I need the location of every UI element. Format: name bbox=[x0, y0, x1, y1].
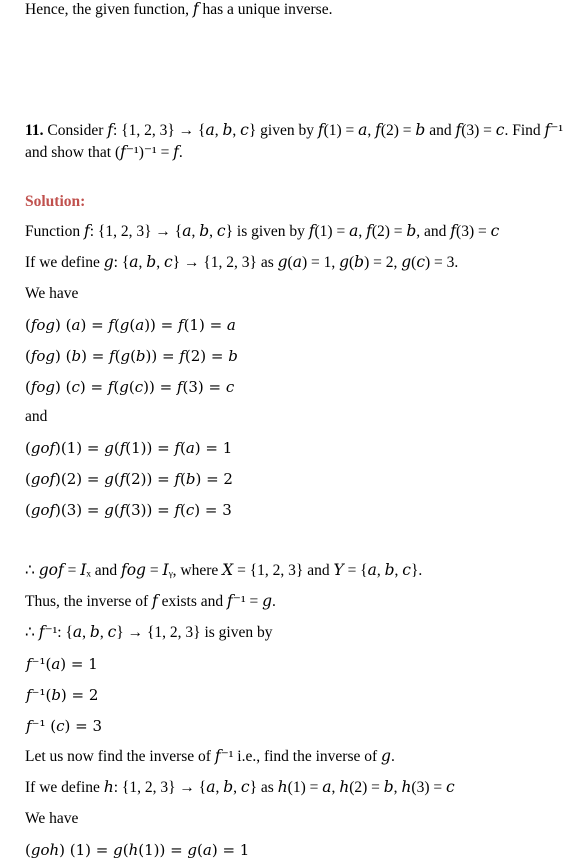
question-text-line-2: and show that (𝑓⁻¹)⁻¹ = 𝑓. bbox=[25, 144, 183, 161]
equation-line: (𝑓𝑜𝑔) (𝑎) = 𝑓(𝑔(𝑎)) = 𝑓(1) = 𝑎 bbox=[25, 316, 236, 334]
solution-line: ∴ 𝑓⁻¹: {𝑎, 𝑏, 𝑐} → {1, 2, 3} is given by bbox=[25, 624, 273, 641]
equation-line: 𝑓⁻¹(𝑏) = 2 bbox=[26, 686, 99, 704]
solution-line: We have bbox=[25, 810, 79, 827]
equation-line: (𝑓𝑜𝑔) (𝑐) = 𝑓(𝑔(𝑐)) = 𝑓(3) = 𝑐 bbox=[25, 378, 235, 396]
question-11 bbox=[25, 121, 563, 141]
equation-line: 𝑓⁻¹(𝑎) = 1 bbox=[26, 655, 98, 673]
solution-heading: Solution: bbox=[25, 193, 86, 210]
equation-line: (𝑓𝑜𝑔) (𝑏) = 𝑓(𝑔(𝑏)) = 𝑓(2) = 𝑏 bbox=[25, 347, 238, 365]
solution-line: Thus, the inverse of 𝑓 exists and 𝑓⁻¹ = 𝑔. bbox=[25, 593, 276, 610]
solution-line: Let us now find the inverse of 𝑓⁻¹ i.e., find the inverse of 𝑔. bbox=[25, 748, 395, 765]
equation-line: (𝑔𝑜𝑓)(1) = 𝑔(𝑓(1)) = 𝑓(𝑎) = 1 bbox=[25, 439, 233, 457]
solution-line: If we define 𝑔: {𝑎, 𝑏, 𝑐} → {1, 2, 3} as 𝑔(𝑎) = 1, 𝑔(𝑏) = 2, 𝑔(𝑐) = 3. bbox=[25, 254, 459, 271]
solution-line: and bbox=[25, 408, 48, 425]
question-number: 11. bbox=[25, 122, 44, 139]
solution-line: If we define ℎ: {1, 2, 3} → {𝑎, 𝑏, 𝑐} as ℎ(1) = 𝑎, ℎ(2) = 𝑏, ℎ(3) = 𝑐 bbox=[25, 779, 455, 796]
equation-line: (𝑔𝑜𝑓)(3) = 𝑔(𝑓(3)) = 𝑓(𝑐) = 3 bbox=[25, 501, 232, 519]
solution-line: ∴ 𝑔𝑜𝑓 = 𝐼ₓ and 𝑓𝑜𝑔 = 𝐼ᵧ, where 𝑋 = {1, 2, 3} and 𝑌 = {𝑎, 𝑏, 𝑐}. bbox=[25, 562, 423, 579]
solution-line: Function 𝑓: {1, 2, 3} → {𝑎, 𝑏, 𝑐} is given by 𝑓(1) = 𝑎, 𝑓(2) = 𝑏, and 𝑓(3) = 𝑐 bbox=[25, 223, 500, 240]
solution-line: We have bbox=[25, 285, 79, 302]
question-text-line-1: Consider 𝑓: {1, 2, 3} → {𝑎, 𝑏, 𝑐} given by 𝑓(1) = 𝑎, 𝑓(2) = 𝑏 and 𝑓(3) = 𝑐. Find 𝑓⁻¹ bbox=[43, 122, 564, 139]
equation-line: (𝑔𝑜𝑓)(2) = 𝑔(𝑓(2)) = 𝑓(𝑏) = 2 bbox=[25, 470, 233, 488]
equation-line: (𝑔𝑜ℎ) (1) = 𝑔(ℎ(1)) = 𝑔(𝑎) = 1 bbox=[25, 841, 250, 859]
conclusion-text: Hence, the given function, 𝑓 has a unique inverse. bbox=[25, 1, 333, 18]
equation-line: 𝑓⁻¹ (𝑐) = 3 bbox=[26, 717, 103, 735]
